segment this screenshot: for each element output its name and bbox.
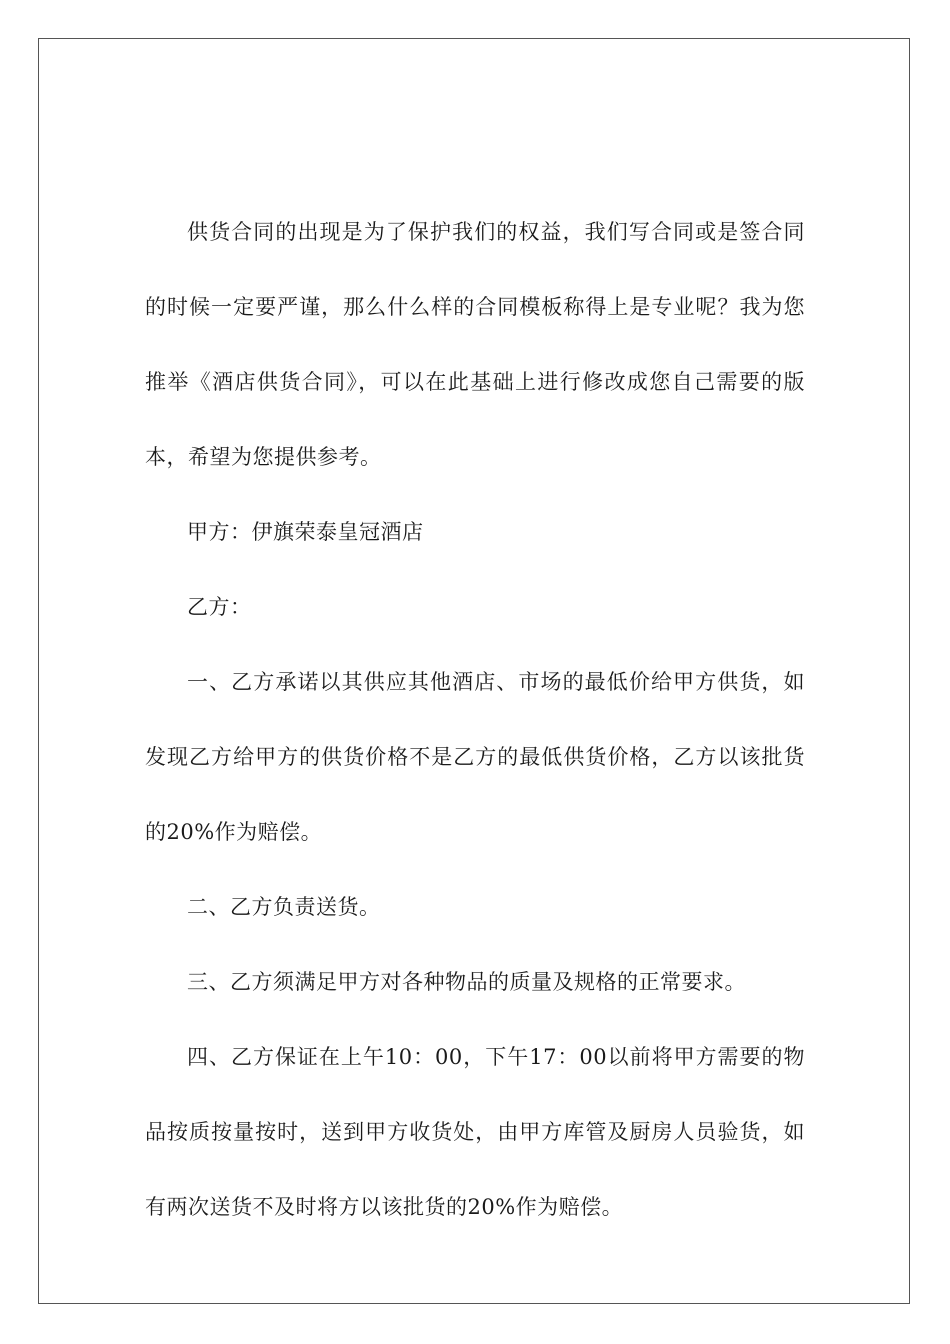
clause-3: 三、乙方须满足甲方对各种物品的质量及规格的正常要求。: [187, 970, 746, 994]
clause-1: 一、乙方承诺以其供应其他酒店、市场的最低价给甲方供货，如发现乙方给甲方的供货价格不是乙方的最低供货价格，乙方以该批货的20%作为赔偿。: [145, 670, 805, 844]
party-a-line: 甲方：伊旗荣泰皇冠酒店: [187, 520, 424, 544]
document-body: [145, 195, 805, 1245]
party-b-line: 乙方：: [187, 595, 252, 619]
clause-2: 二、乙方负责送货。: [187, 895, 381, 919]
clause-4: 四、乙方保证在上午10：00，下午17：00以前将甲方需要的物品按质按量按时，送到甲方收货处，由甲方库管及厨房人员验货，如有两次送货不及时将方以该批货的20%作为赔偿。: [145, 1045, 805, 1219]
intro-paragraph: 供货合同的出现是为了保护我们的权益，我们写合同或是签合同的时候一定要严谨，那么什么样的合同模板称得上是专业呢？我为您推举《酒店供货合同》，可以在此基础上进行修改成您自己需要的版本，希望为您提供参考。: [145, 220, 805, 469]
